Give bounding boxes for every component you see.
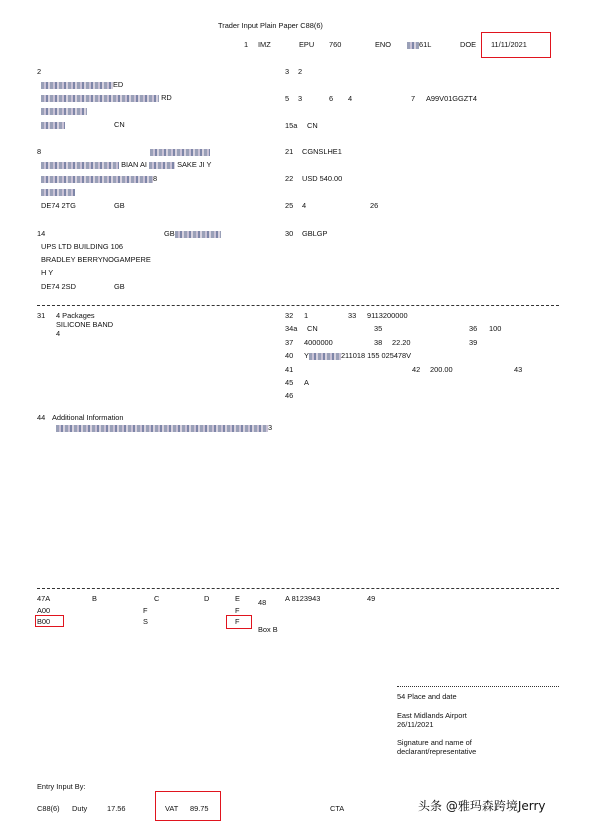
doe-highlight-box	[481, 32, 551, 58]
box-54-place: East Midlands Airport	[397, 711, 467, 720]
redaction	[309, 353, 341, 360]
row2-type: B00	[37, 617, 51, 626]
box-5-num: 5	[285, 94, 290, 103]
duty-label: Duty	[72, 804, 88, 813]
duty-value: 17.56	[107, 804, 126, 813]
box-6-num: 6	[329, 94, 334, 103]
box-14-line2: UPS LTD BUILDING 106	[41, 242, 124, 251]
box-7-value: A99V01GGZT4	[426, 94, 477, 103]
redaction	[41, 176, 153, 183]
box-43-num: 43	[514, 365, 523, 374]
redaction	[407, 42, 419, 49]
box-42-value: 200.00	[430, 365, 453, 374]
box-2-country: CN	[114, 120, 125, 129]
box-2-line1: ED	[41, 81, 123, 89]
box-47-col-e: E	[235, 594, 240, 603]
row2-e: F	[235, 617, 240, 626]
box-36-value: 100	[489, 324, 502, 333]
row1-c: F	[143, 606, 148, 615]
divider-3	[397, 686, 559, 687]
row1-e: F	[235, 606, 240, 615]
field-1: 1	[244, 40, 249, 49]
redaction	[41, 189, 75, 196]
box-32-value: 1	[304, 311, 309, 320]
redaction	[41, 82, 113, 89]
redaction	[41, 108, 87, 115]
box-14-line4: H Y	[41, 268, 54, 277]
box-34a-value: CN	[307, 324, 318, 333]
box-22-value: USD 540.00	[302, 174, 343, 183]
redaction	[41, 95, 159, 102]
divider-1	[37, 305, 559, 306]
box-15a-num: 15a	[285, 121, 298, 130]
box-2-line4	[41, 121, 65, 129]
eno-value: 61L	[407, 41, 431, 49]
box-14-prefix: GB	[164, 230, 221, 238]
cta-label: CTA	[330, 804, 345, 813]
box-35-num: 35	[374, 324, 383, 333]
vat-highlight-box	[155, 791, 221, 821]
box-47a-num: 47A	[37, 594, 51, 603]
box-46-num: 46	[285, 391, 294, 400]
box-8-line4	[41, 188, 75, 196]
box-45-value: A	[304, 378, 309, 387]
box-14-postcode: DE74 2SD	[41, 282, 76, 291]
vat-label: VAT	[165, 804, 179, 813]
box-2-line2: RD	[41, 94, 172, 102]
entry-label: Entry Input By:	[37, 782, 86, 791]
box-31-desc: SILICONE BAND	[56, 320, 114, 329]
box-39-num: 39	[469, 338, 478, 347]
box-54-signature-1: Signature and name of	[397, 738, 472, 747]
redaction	[56, 425, 268, 432]
box-45-num: 45	[285, 378, 294, 387]
watermark-caption: 头条 @雅玛森跨境Jerry	[418, 799, 546, 813]
box-3-num: 3	[285, 67, 290, 76]
box-8-line1	[150, 148, 210, 156]
redaction	[41, 122, 65, 129]
box-5-value: 3	[298, 94, 303, 103]
epu-value: 760	[329, 40, 342, 49]
box-31-count: 4	[56, 329, 61, 338]
box-21-value: CGNSLHE1	[302, 147, 342, 156]
box-25-num: 25	[285, 201, 294, 210]
row2-c: S	[143, 617, 148, 626]
box-34a-num: 34a	[285, 324, 298, 333]
divider-2	[37, 588, 559, 589]
box-8-line3: 8	[41, 175, 157, 183]
box-3-value: 2	[298, 67, 303, 76]
box-40-value: Y 211018 155 025478V	[304, 351, 412, 360]
box-47-ref: A 8123943	[285, 594, 321, 603]
eno-label: ENO	[375, 40, 392, 49]
b00-highlight-box	[35, 615, 64, 627]
box-15a-value: CN	[307, 121, 318, 130]
box-47-col-b: B	[92, 594, 97, 603]
box-8-num: 8	[37, 147, 42, 156]
form-title: Trader Input Plain Paper C88(6)	[218, 21, 323, 30]
box-49-num: 49	[367, 594, 376, 603]
box-33-value: 9113200000	[367, 311, 408, 320]
box-26-num: 26	[370, 201, 379, 210]
box-40-num: 40	[285, 351, 294, 360]
box-14-num: 14	[37, 229, 46, 238]
redaction	[175, 231, 221, 238]
box-14-line3: BRADLEY BERRYNOGAMPERE	[41, 255, 151, 264]
redaction	[41, 162, 119, 169]
box-8-country: GB	[114, 201, 125, 210]
box-37-value: 4000000	[304, 338, 333, 347]
box-37-num: 37	[285, 338, 294, 347]
box-48-num: 48	[258, 598, 267, 607]
box-30-value: GBLGP	[302, 229, 328, 238]
box-7-num: 7	[411, 94, 416, 103]
box-b-label: Box B	[258, 625, 278, 634]
box-38-num: 38	[374, 338, 383, 347]
box-41-num: 41	[285, 365, 294, 374]
box-31-packages: 4 Packages	[56, 311, 95, 320]
redaction	[149, 162, 175, 169]
box-54-signature-2: declarant/representative	[397, 747, 477, 756]
box-44-value: 3	[56, 424, 272, 432]
box-8-postcode: DE74 2TG	[41, 201, 76, 210]
box-44-label: Additional Information	[52, 413, 124, 422]
box-38-value: 22.20	[392, 338, 411, 347]
f-highlight-box	[226, 615, 252, 629]
box-42-num: 42	[412, 365, 421, 374]
vat-value: 89.75	[190, 804, 209, 813]
doe-label: DOE	[460, 40, 477, 49]
box-54-title: 54 Place and date	[397, 692, 457, 701]
box-36-num: 36	[469, 324, 478, 333]
box-22-num: 22	[285, 174, 294, 183]
box-21-num: 21	[285, 147, 294, 156]
imz: IMZ	[258, 40, 271, 49]
box-14-country: GB	[114, 282, 125, 291]
box-2-line3	[41, 107, 87, 115]
box-25-value: 4	[302, 201, 307, 210]
entry-form: C88(6)	[37, 804, 60, 813]
box-30-num: 30	[285, 229, 294, 238]
box-44-num: 44	[37, 413, 46, 422]
box-8-line2: BIAN AI SAKE JI Y	[41, 161, 211, 169]
redaction	[150, 149, 210, 156]
box-47-col-c: C	[154, 594, 160, 603]
box-47-col-d: D	[204, 594, 210, 603]
box-33-num: 33	[348, 311, 357, 320]
epu-label: EPU	[299, 40, 315, 49]
box-31-num: 31	[37, 311, 46, 320]
doe-value: 11/11/2021	[491, 40, 527, 49]
box-6-value: 4	[348, 94, 353, 103]
box-54-date: 26/11/2021	[397, 720, 434, 729]
row1-type: A00	[37, 606, 51, 615]
box-2-num: 2	[37, 67, 42, 76]
box-32-num: 32	[285, 311, 294, 320]
